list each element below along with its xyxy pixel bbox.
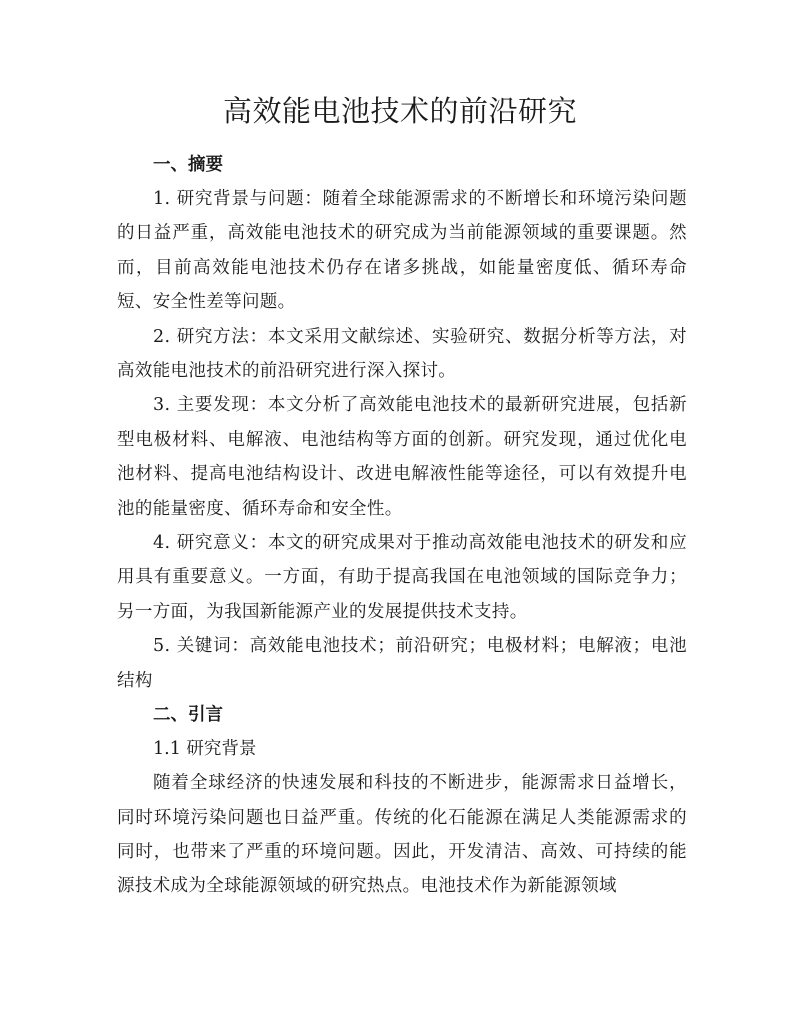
introduction-paragraph: 随着全球经济的快速发展和科技的不断进步，能源需求日益增长，同时环境污染问题也日益严重。传统的化石能源在满足人类能源需求的同时，也带来了严重的环境问题。因此，开发清洁、高效、可持续的能源技术成为全球能源领域的研究热点。电池技术作为新能源领域 [117,773,687,897]
section-heading-abstract: 一、摘要 [153,155,223,175]
abstract-paragraph-methods: 2. 研究方法：本文采用文献综述、实验研究、数据分析等方法，对高效能电池技术的前沿研究进行深入探讨。 [117,326,687,382]
document-body [117,148,687,904]
subsection-heading-background: 1.1 研究背景 [153,739,257,760]
abstract-paragraph-keywords: 5. 关键词：高效能电池技术；前沿研究；电极材料；电解液；电池结构 [117,636,687,691]
abstract-paragraph-significance: 4. 研究意义：本文的研究成果对于推动高效能电池技术的研发和应用具有重要意义。一方面，有助于提高我国在电池领域的国际竞争力；另一方面，为我国新能源产业的发展提供技术支持。 [117,533,687,622]
abstract-paragraph-background: 1. 研究背景与问题：随着全球能源需求的不断增长和环境污染问题的日益严重，高效能电池技术的研究成为当前能源领域的重要课题。然而，目前高效能电池技术仍存在诸多挑战，如能量密度低、循环寿命短、安全性差等问题。 [117,189,687,313]
section-heading-introduction: 二、引言 [153,705,223,726]
document-title: 高效能电池技术的前沿研究 [222,94,577,128]
abstract-paragraph-findings: 3. 主要发现：本文分析了高效能电池技术的最新研究进展，包括新型电极材料、电解液、电池结构等方面的创新。研究发现，通过优化电池材料、提高电池结构设计、改进电解液性能等途径，可以有效提升电池的能量密度、循环寿命和安全性。 [117,395,687,519]
